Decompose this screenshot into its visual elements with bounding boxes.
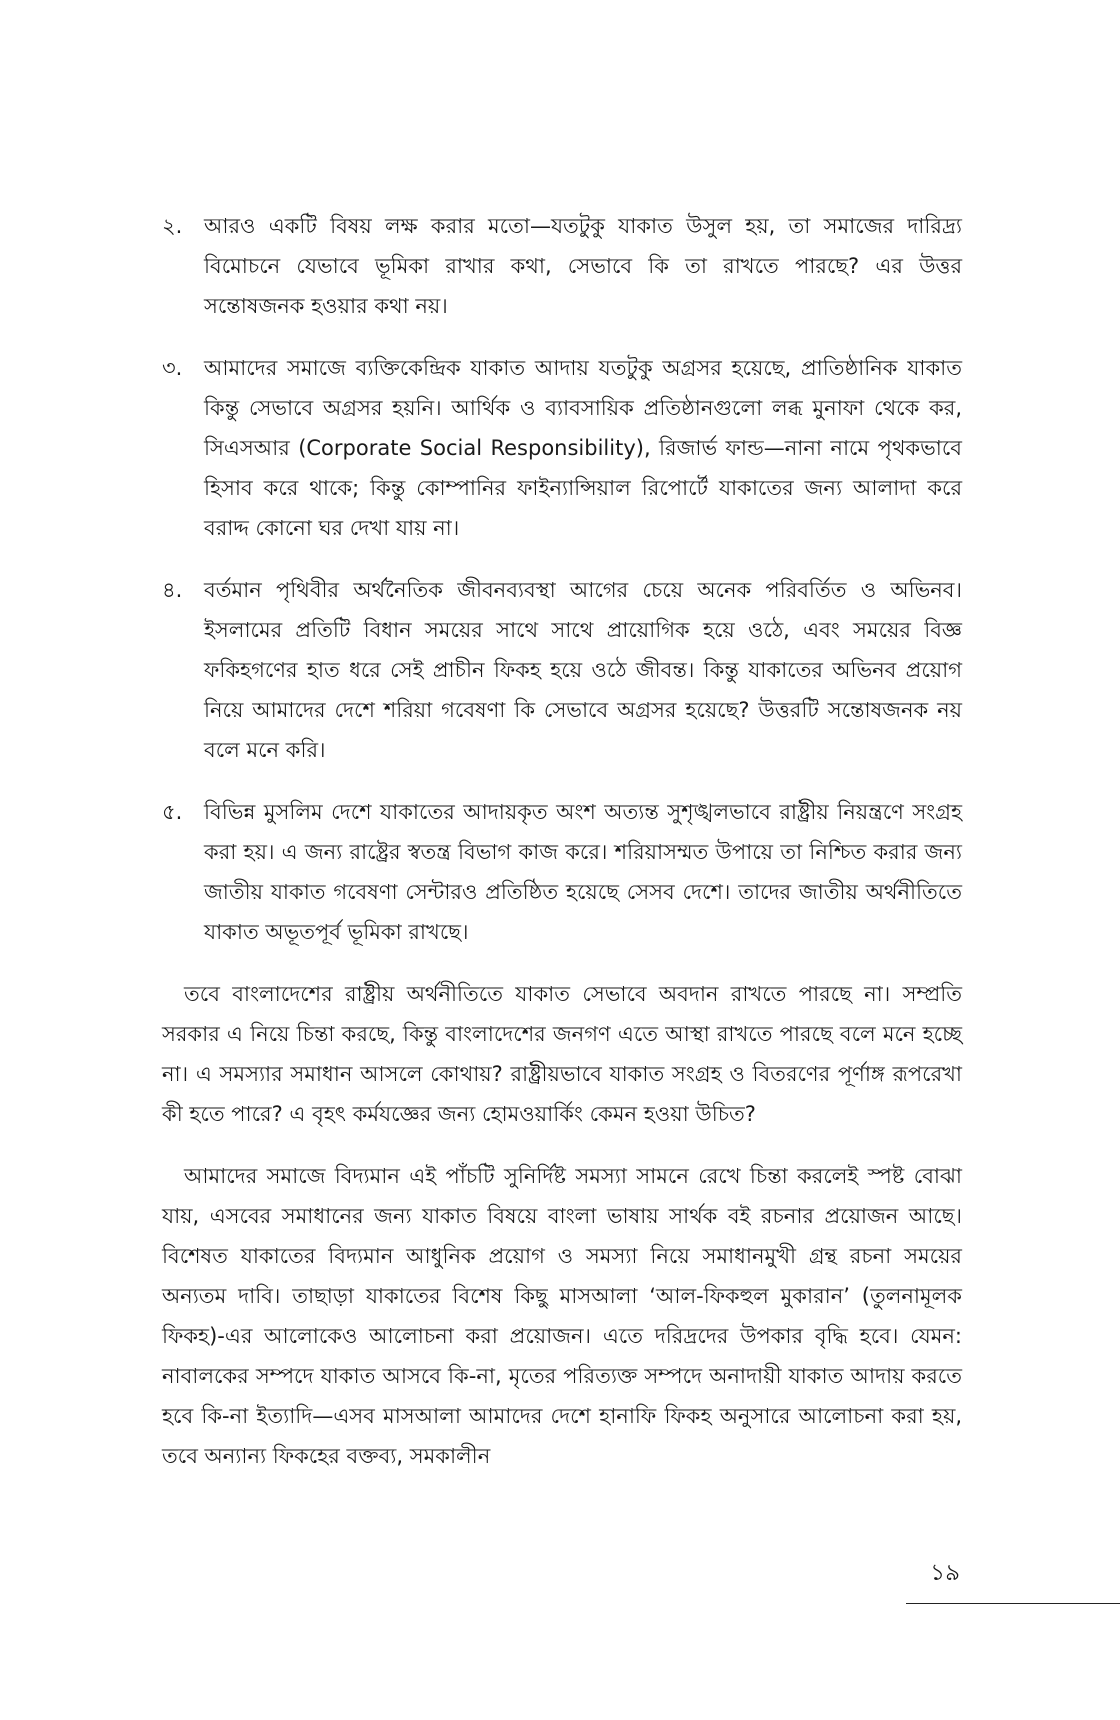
list-item-text: আমাদের সমাজে ব্যক্তিকেন্দ্রিক যাকাত আদায় যতটুকু অগ্রসর হয়েছে, প্রাতিষ্ঠানিক যাকাত কিন্তু সেভাবে অগ্রসর হয়নি। আর্থিক ও ব্যাবসায়িক প্রতিষ্ঠানগুলো লব্ধ মুনাফা থেকে কর, সিএসআর (Corporate Social Responsibility), রিজার্ভ ফান্ড—নানা নামে পৃথকভাবে হিসাব করে থাকে; কিন্তু কোম্পানির ফাইন্যান্সিয়াল রিপোর্টে যাকাতের জন্য আলাদা করে বরাদ্দ কোনো ঘর দেখা যায় না। [204,356,962,540]
list-item-marker: ৫. [162,800,183,824]
list-item-text: বিভিন্ন মুসলিম দেশে যাকাতের আদায়কৃত অংশ অত্যন্ত সুশৃঙ্খলভাবে রাষ্ট্রীয় নিয়ন্ত্রণে সংগ্রহ করা হয়। এ জন্য রাষ্ট্রের স্বতন্ত্র বিভাগ কাজ করে। শরিয়াসম্মত উপায়ে তা নিশ্চিত করার জন্য জাতীয় যাকাত গবেষণা সেন্টারও প্রতিষ্ঠিত হয়েছে সেসব দেশে। তাদের জাতীয় অর্থনীতিতে যাকাত অভূতপূর্ব ভূমিকা রাখছে। [204,800,962,944]
body-paragraph: আমাদের সমাজে বিদ্যমান এই পাঁচটি সুনির্দিষ্ট সমস্যা সামনে রেখে চিন্তা করলেই স্পষ্ট বোঝা যায়, এসবের সমাধানের জন্য যাকাত বিষয়ে বাংলা ভাষায় সার্থক বই রচনার প্রয়োজন আছে। বিশেষত যাকাতের বিদ্যমান আধুনিক প্রয়োগ ও সমস্যা নিয়ে সমাধানমুখী গ্রন্থ রচনা সময়ের অন্যতম দাবি। তাছাড়া যাকাতের বিশেষ কিছু মাসআলা ‘আল-ফিকহুল মুকারান’ (তুলনামূলক ফিকহ)-এর আলোকেও আলোচনা করা প্রয়োজন। এতে দরিদ্রদের উপকার বৃদ্ধি হবে। যেমন: নাবালকের সম্পদে যাকাত আসবে কি-না, মৃতের পরিত্যক্ত সম্পদে অনাদায়ী যাকাত আদায় করতে হবে কি-না ইত্যাদি—এসব মাসআলা আমাদের দেশে হানাফি ফিকহ অনুসারে আলোচনা করা হয়, তবে অন্যান্য ফিকহের বক্তব্য, সমকালীন [162,1164,962,1468]
list-item [162,570,962,770]
body-paragraph: তবে বাংলাদেশের রাষ্ট্রীয় অর্থনীতিতে যাকাত সেভাবে অবদান রাখতে পারছে না। সম্প্রতি সরকার এ নিয়ে চিন্তা করছে, কিন্তু বাংলাদেশের জনগণ এতে আস্থা রাখতে পারছে বলে মনে হচ্ছে না। এ সমস্যার সমাধান আসলে কোথায়? রাষ্ট্রীয়ভাবে যাকাত সংগ্রহ ও বিতরণের পূর্ণাঙ্গ রূপরেখা কী হতে পারে? এ বৃহৎ কর্মযজ্ঞের জন্য হোমওয়ার্কিং কেমন হওয়া উচিত? [162,982,962,1126]
page-number: ১৯ [930,1560,960,1586]
list-item [162,206,962,326]
page-body [162,206,962,1498]
list-item-text: বর্তমান পৃথিবীর অর্থনৈতিক জীবনব্যবস্থা আগের চেয়ে অনেক পরিবর্তিত ও অভিনব। ইসলামের প্রতিটি বিধান সময়ের সাথে সাথে প্রায়োগিক হয়ে ওঠে, এবং সময়ের বিজ্ঞ ফকিহগণের হাত ধরে সেই প্রাচীন ফিকহ হয়ে ওঠে জীবন্ত। কিন্তু যাকাতের অভিনব প্রয়োগ নিয়ে আমাদের দেশে শরিয়া গবেষণা কি সেভাবে অগ্রসর হয়েছে? উত্তরটি সন্তোষজনক নয় বলে মনে করি। [204,578,962,762]
list-item-marker: ২. [162,214,183,238]
list-item-marker: ৪. [162,578,183,602]
numbered-list [162,206,962,952]
footer-divider [906,1603,1120,1604]
list-item-marker: ৩. [162,356,183,380]
list-item [162,348,962,548]
list-item-text: আরও একটি বিষয় লক্ষ করার মতো—যতটুকু যাকাত উসুল হয়, তা সমাজের দারিদ্র্য বিমোচনে যেভাবে ভূমিকা রাখার কথা, সেভাবে কি তা রাখতে পারছে? এর উত্তর সন্তোষজনক হওয়ার কথা নয়। [204,214,962,318]
list-item [162,792,962,952]
